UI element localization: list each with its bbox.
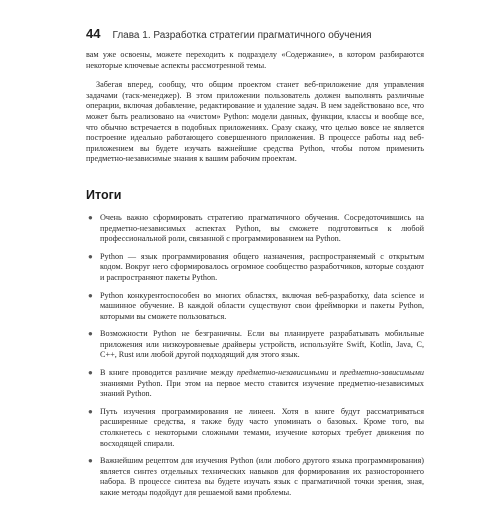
- emphasized-term: предметно-зависимыми: [339, 368, 424, 378]
- bullet-icon: ●: [88, 406, 93, 416]
- page-header: [86, 26, 426, 41]
- body-paragraph: вам уже освоены, можете переходить к подразделу «Содержание», в котором разбираются некоторые ключевые аспекты рассмотренной темы.: [86, 50, 424, 70]
- bullet-icon: ●: [88, 456, 93, 466]
- summary-list: [86, 213, 424, 499]
- summary-item-text: Возможности Python не безграничны. Если вы планируете разрабатывать мобильные приложения или низкоуровневые драйверы устройств, используйте Swift, Kotlin, Java, C, C++, Rust или любой другой подходящий для этого язык.: [100, 329, 424, 360]
- summary-item-text: Очень важно сформировать стратегию прагматичного обучения. Сосредоточившись на предметно-независимых аспектах Python, вы сможете подготовиться к любой профессиональной роли, связанной с программированием на Python.: [100, 212, 424, 244]
- summary-list-item: [86, 291, 424, 323]
- summary-list-item: [86, 213, 424, 245]
- summary-list-item: [86, 252, 424, 284]
- bullet-icon: ●: [88, 290, 93, 300]
- summary-item-text: Путь изучения программирования не линеен. Хотя в книге будут рассматриваться расширенные средства, я также буду часто упоминать о базовых. Кроме того, вы столкнетесь с некоторыми сложными темами, изучение которых требует движения по восходящей спирали.: [100, 406, 424, 448]
- page-content: [86, 50, 424, 506]
- summary-item-text: Python конкурентоспособен во многих областях, включая веб-разработку, data science и машинное обучение. В каждой области существуют свои фреймворки и пакеты Python, которыми вы сможете пользоваться.: [100, 290, 424, 321]
- summary-item-text: Python — язык программирования общего назначения, распространяемый с открытым кодом. Вокруг него сформировалось огромное сообщество разработчиков, которые создают и распространяют пакеты Python.: [100, 251, 424, 282]
- body-paragraph: Забегая вперед, сообщу, что общим проектом станет веб-приложение для управления задачами (таск-менеджер). В этом приложении пользователь должен выполнять различные операции, включая добавление, редактирование и удаление задач. В нем задействовано все, что может быть реализовано на «чистом» Python: модели данных, функции, классы и вообще все, что обычно встречается в подобных приложениях. Сразу скажу, что целью вовсе не является построение идеально работающего совершенного приложения. В процессе работы над веб-приложением вы будете изучать важнейшие средства Python, чтобы потом применить предметно-независимые знания к вашим рабочим проектам.: [86, 80, 424, 164]
- bullet-icon: ●: [88, 368, 93, 378]
- summary-list-item: [86, 407, 424, 449]
- summary-item-text: В книге проводится различие между предметно-независимыми и предметно-зависимыми знаниями Python. При этом на первое место ставится изучение предметно-независимых знаний Python.: [100, 368, 424, 399]
- bullet-icon: ●: [88, 212, 93, 222]
- emphasized-term: предметно-независимыми: [236, 368, 329, 378]
- bullet-icon: ●: [88, 329, 93, 339]
- bullet-icon: ●: [88, 251, 93, 261]
- summary-list-item: [86, 368, 424, 400]
- running-chapter-title: Глава 1. Разработка стратегии прагматичного обучения: [112, 30, 372, 41]
- summary-item-text: Важнейшим рецептом для изучения Python (или любого другого языка программирования) является синтез отдельных технических навыков для формирования их разностороннего набора. В процессе синтеза вы будете изучать язык с прагматичной точки зрения, зная, какие методы подойдут для решаемой вами проблемы.: [100, 456, 424, 497]
- section-heading: Итоги: [86, 187, 122, 202]
- summary-list-item: [86, 456, 424, 498]
- summary-list-item: [86, 329, 424, 361]
- page-number: 44: [86, 26, 101, 41]
